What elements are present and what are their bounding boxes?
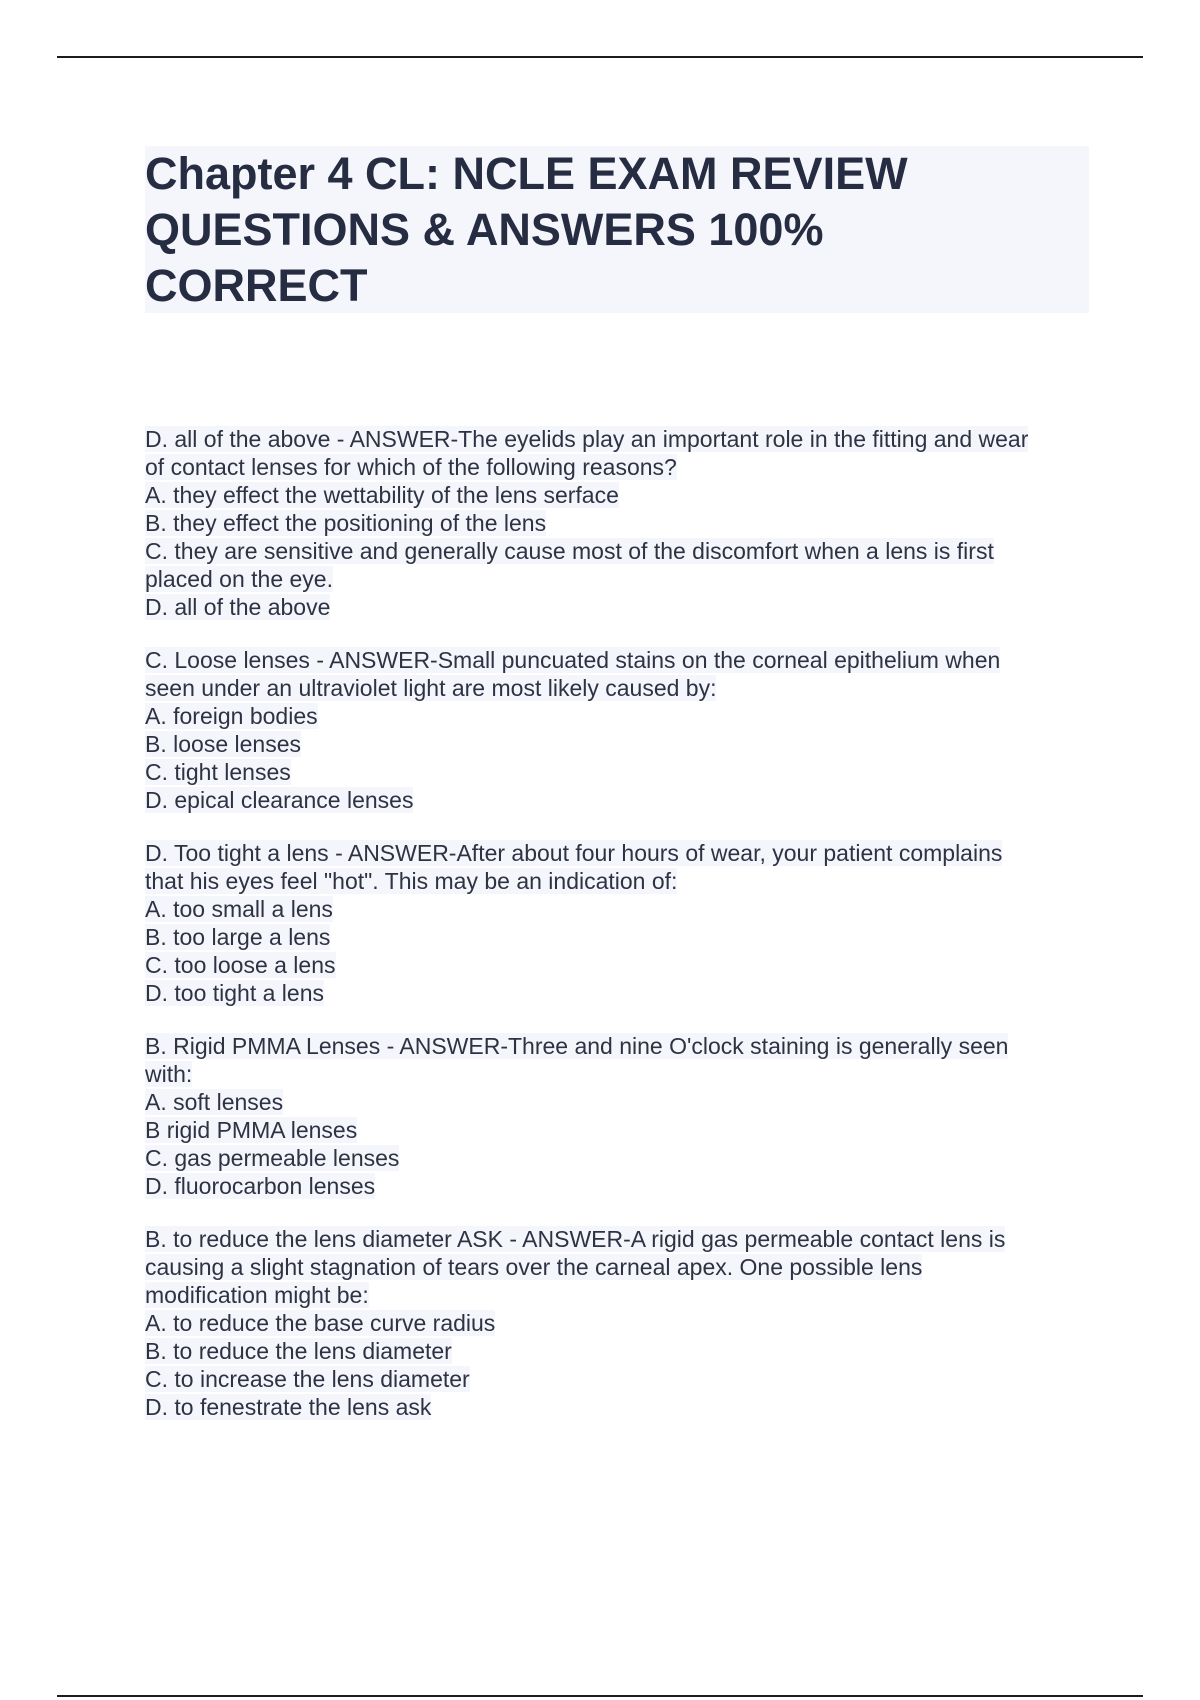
qa-line-text: B rigid PMMA lenses <box>145 1117 358 1143</box>
qa-line <box>145 1172 1095 1200</box>
qa-line-text: A. foreign bodies <box>145 703 318 729</box>
qa-line-text: placed on the eye. <box>145 566 333 592</box>
qa-item <box>145 1032 1095 1200</box>
qa-line-text: C. tight lenses <box>145 759 291 785</box>
qa-line <box>145 895 1095 923</box>
qa-line <box>145 1281 1095 1309</box>
title-line: QUESTIONS & ANSWERS 100% <box>145 204 824 255</box>
qa-line <box>145 537 1095 565</box>
qa-line <box>145 730 1095 758</box>
qa-line-text: B. loose lenses <box>145 731 301 757</box>
qa-line-text: D. fluorocarbon lenses <box>145 1173 376 1199</box>
qa-item <box>145 425 1095 621</box>
qa-line <box>145 1116 1095 1144</box>
qa-line <box>145 481 1095 509</box>
qa-line-text: D. all of the above <box>145 594 331 620</box>
qa-line <box>145 1144 1095 1172</box>
qa-line-text: seen under an ultraviolet light are most likely caused by: <box>145 675 717 701</box>
qa-line <box>145 1088 1095 1116</box>
qa-line-text: C. to increase the lens diameter <box>145 1366 470 1392</box>
qa-line-text: B. Rigid PMMA Lenses - ANSWER-Three and nine O'clock staining is generally seen <box>145 1033 1009 1059</box>
qa-line-text: B. they effect the positioning of the lens <box>145 510 547 536</box>
bottom-rule <box>57 1695 1143 1697</box>
qa-line-text: D. too tight a lens <box>145 980 324 1006</box>
top-rule <box>57 56 1143 58</box>
qa-line <box>145 1032 1095 1060</box>
qa-line <box>145 839 1095 867</box>
qa-line-text: D. all of the above - ANSWER-The eyelids play an important role in the fitting and wear <box>145 426 1029 452</box>
qa-line-text: modification might be: <box>145 1282 369 1308</box>
qa-line-text: of contact lenses for which of the following reasons? <box>145 454 677 480</box>
qa-line-text: A. too small a lens <box>145 896 333 922</box>
qa-line-text: C. too loose a lens <box>145 952 336 978</box>
qa-line <box>145 453 1095 481</box>
qa-line-text: D. epical clearance lenses <box>145 787 414 813</box>
qa-line <box>145 1309 1095 1337</box>
qa-line <box>145 923 1095 951</box>
qa-line <box>145 674 1095 702</box>
qa-line-text: D. Too tight a lens - ANSWER-After about four hours of wear, your patient complains <box>145 840 1003 866</box>
qa-line-text: B. to reduce the lens diameter ASK - ANSWER-A rigid gas permeable contact lens is <box>145 1226 1006 1252</box>
qa-line <box>145 1337 1095 1365</box>
qa-line <box>145 646 1095 674</box>
qa-line <box>145 867 1095 895</box>
qa-item <box>145 646 1095 814</box>
page-title <box>145 146 1089 314</box>
qa-line <box>145 951 1095 979</box>
qa-line <box>145 425 1095 453</box>
title-line: Chapter 4 CL: NCLE EXAM REVIEW <box>145 148 908 199</box>
qa-line <box>145 565 1095 593</box>
qa-line <box>145 1225 1095 1253</box>
qa-line <box>145 758 1095 786</box>
qa-line-text: C. they are sensitive and generally cause most of the discomfort when a lens is first <box>145 538 994 564</box>
qa-line <box>145 1060 1095 1088</box>
qa-line <box>145 702 1095 730</box>
qa-item <box>145 839 1095 1007</box>
qa-line-text: B. to reduce the lens diameter <box>145 1338 452 1364</box>
qa-line-text: A. soft lenses <box>145 1089 284 1115</box>
qa-line <box>145 593 1095 621</box>
qa-line-text: C. gas permeable lenses <box>145 1145 400 1171</box>
qa-line <box>145 979 1095 1007</box>
qa-line <box>145 786 1095 814</box>
qa-line-text: that his eyes feel "hot". This may be an indication of: <box>145 868 678 894</box>
qa-line-text: D. to fenestrate the lens ask <box>145 1394 432 1420</box>
qa-line <box>145 1253 1095 1281</box>
qa-line-text: A. they effect the wettability of the lens serface <box>145 482 619 508</box>
qa-line-text: A. to reduce the base curve radius <box>145 1310 496 1336</box>
qa-line <box>145 1365 1095 1393</box>
qa-line-text: with: <box>145 1061 193 1087</box>
title-line: CORRECT <box>145 260 368 311</box>
qa-line-text: C. Loose lenses - ANSWER-Small puncuated stains on the corneal epithelium when <box>145 647 1001 673</box>
title-block <box>145 146 1089 313</box>
qa-list <box>145 425 1095 1446</box>
qa-line-text: B. too large a lens <box>145 924 331 950</box>
qa-line-text: causing a slight stagnation of tears over the carneal apex. One possible lens <box>145 1254 923 1280</box>
qa-line <box>145 509 1095 537</box>
qa-item <box>145 1225 1095 1421</box>
qa-line <box>145 1393 1095 1421</box>
